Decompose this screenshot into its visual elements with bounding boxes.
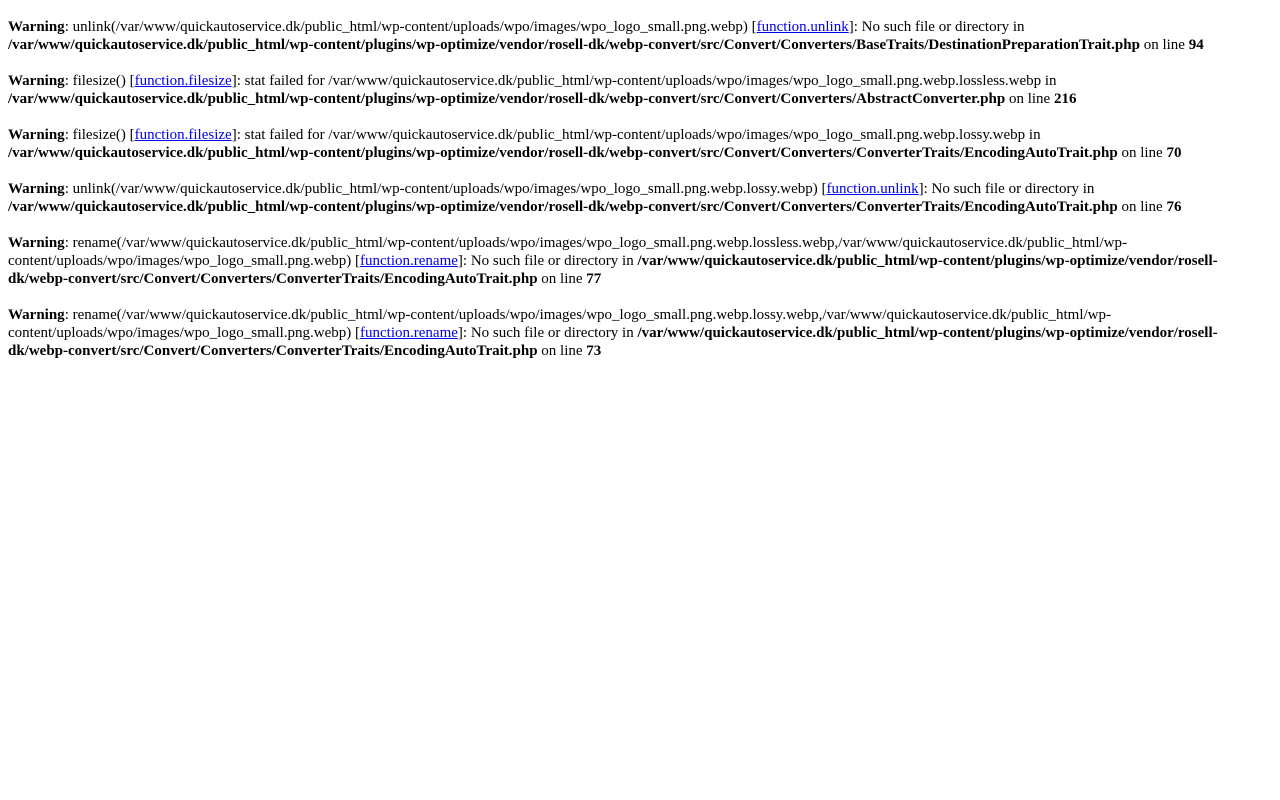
- warning-label: Warning: [8, 235, 65, 251]
- function-link[interactable]: function.unlink: [756, 19, 849, 35]
- warning-message: [8, 288, 1272, 360]
- function-link[interactable]: function.filesize: [134, 73, 232, 89]
- line-number: 94: [1188, 37, 1204, 53]
- warning-text: : filesize() [: [64, 127, 135, 143]
- function-link[interactable]: function.rename: [360, 325, 458, 341]
- line-number: 216: [1053, 91, 1077, 107]
- file-path: /var/www/quickautoservice.dk/public_html/wp-content/plugins/wp-optimize/vendor/rosell-dk/webp-convert/src/Convert/Converters/ConverterTraits/EncodingAutoTrait.php: [8, 199, 1118, 215]
- on-line-text: on line: [1117, 145, 1167, 161]
- file-path: /var/www/quickautoservice.dk/public_html/wp-content/plugins/wp-optimize/vendor/rosell-dk/webp-convert/src/Convert/Converters/ConverterTraits/EncodingAutoTrait.php: [8, 253, 1218, 287]
- line-number: 77: [586, 271, 602, 287]
- on-line-text: on line: [1005, 91, 1054, 107]
- error-output: [0, 0, 1280, 360]
- warning-message: [8, 18, 1272, 54]
- warning-text: ]: No such file or directory in: [457, 325, 638, 341]
- line-number: 73: [586, 343, 602, 359]
- warning-text: ]: No such file or directory in: [457, 253, 638, 269]
- function-link[interactable]: function.unlink: [826, 181, 919, 197]
- warning-text: ]: No such file or directory in: [848, 19, 1025, 35]
- file-path: /var/www/quickautoservice.dk/public_html/wp-content/plugins/wp-optimize/vendor/rosell-dk/webp-convert/src/Convert/Converters/ConverterTraits/EncodingAutoTrait.php: [8, 325, 1218, 359]
- on-line-text: on line: [537, 343, 587, 359]
- warning-message: [8, 108, 1272, 162]
- warning-label: Warning: [8, 127, 65, 143]
- warning-text: : filesize() [: [64, 73, 135, 89]
- warning-text: : unlink(/var/www/quickautoservice.dk/public_html/wp-content/uploads/wpo/images/wpo_logo_small.png.webp) [: [64, 19, 757, 35]
- top-break: [8, 0, 1272, 18]
- warning-label: Warning: [8, 181, 65, 197]
- file-path: /var/www/quickautoservice.dk/public_html/wp-content/plugins/wp-optimize/vendor/rosell-dk/webp-convert/src/Convert/Converters/AbstractConverter.php: [8, 91, 1006, 107]
- warning-text: ]: stat failed for /var/www/quickautoservice.dk/public_html/wp-content/uploads/wpo/images/wpo_logo_small.png.webp.lossy.webp in: [231, 127, 1041, 143]
- warning-message: [8, 54, 1272, 108]
- warning-label: Warning: [8, 19, 65, 35]
- on-line-text: on line: [537, 271, 587, 287]
- warning-message: [8, 162, 1272, 216]
- warning-message: [8, 216, 1272, 288]
- warning-text: : rename(/var/www/quickautoservice.dk/public_html/wp-content/uploads/wpo/images/wpo_logo_small.png.webp.lossless.webp,/var/www/quickautoservice.dk/public_html/wp-content/uploads/wpo/images/wpo_logo_small.png.webp) [: [8, 235, 1127, 269]
- warning-label: Warning: [8, 307, 65, 323]
- on-line-text: on line: [1139, 37, 1189, 53]
- warning-text: : rename(/var/www/quickautoservice.dk/public_html/wp-content/uploads/wpo/images/wpo_logo_small.png.webp.lossy.webp,/var/www/quickautoservice.dk/public_html/wp-content/uploads/wpo/images/wpo_logo_small.png.webp) [: [8, 307, 1112, 341]
- function-link[interactable]: function.filesize: [134, 127, 232, 143]
- line-number: 70: [1166, 145, 1182, 161]
- line-number: 76: [1166, 199, 1182, 215]
- warning-label: Warning: [8, 73, 65, 89]
- on-line-text: on line: [1117, 199, 1167, 215]
- warning-text: ]: No such file or directory in: [918, 181, 1095, 197]
- warning-text: ]: stat failed for /var/www/quickautoservice.dk/public_html/wp-content/uploads/wpo/images/wpo_logo_small.png.webp.lossless.webp in: [231, 73, 1057, 89]
- file-path: /var/www/quickautoservice.dk/public_html/wp-content/plugins/wp-optimize/vendor/rosell-dk/webp-convert/src/Convert/Converters/BaseTraits/DestinationPreparationTrait.php: [8, 37, 1140, 53]
- file-path: /var/www/quickautoservice.dk/public_html/wp-content/plugins/wp-optimize/vendor/rosell-dk/webp-convert/src/Convert/Converters/ConverterTraits/EncodingAutoTrait.php: [8, 145, 1118, 161]
- warning-text: : unlink(/var/www/quickautoservice.dk/public_html/wp-content/uploads/wpo/images/wpo_logo_small.png.webp.lossy.webp) [: [64, 181, 827, 197]
- function-link[interactable]: function.rename: [360, 253, 458, 269]
